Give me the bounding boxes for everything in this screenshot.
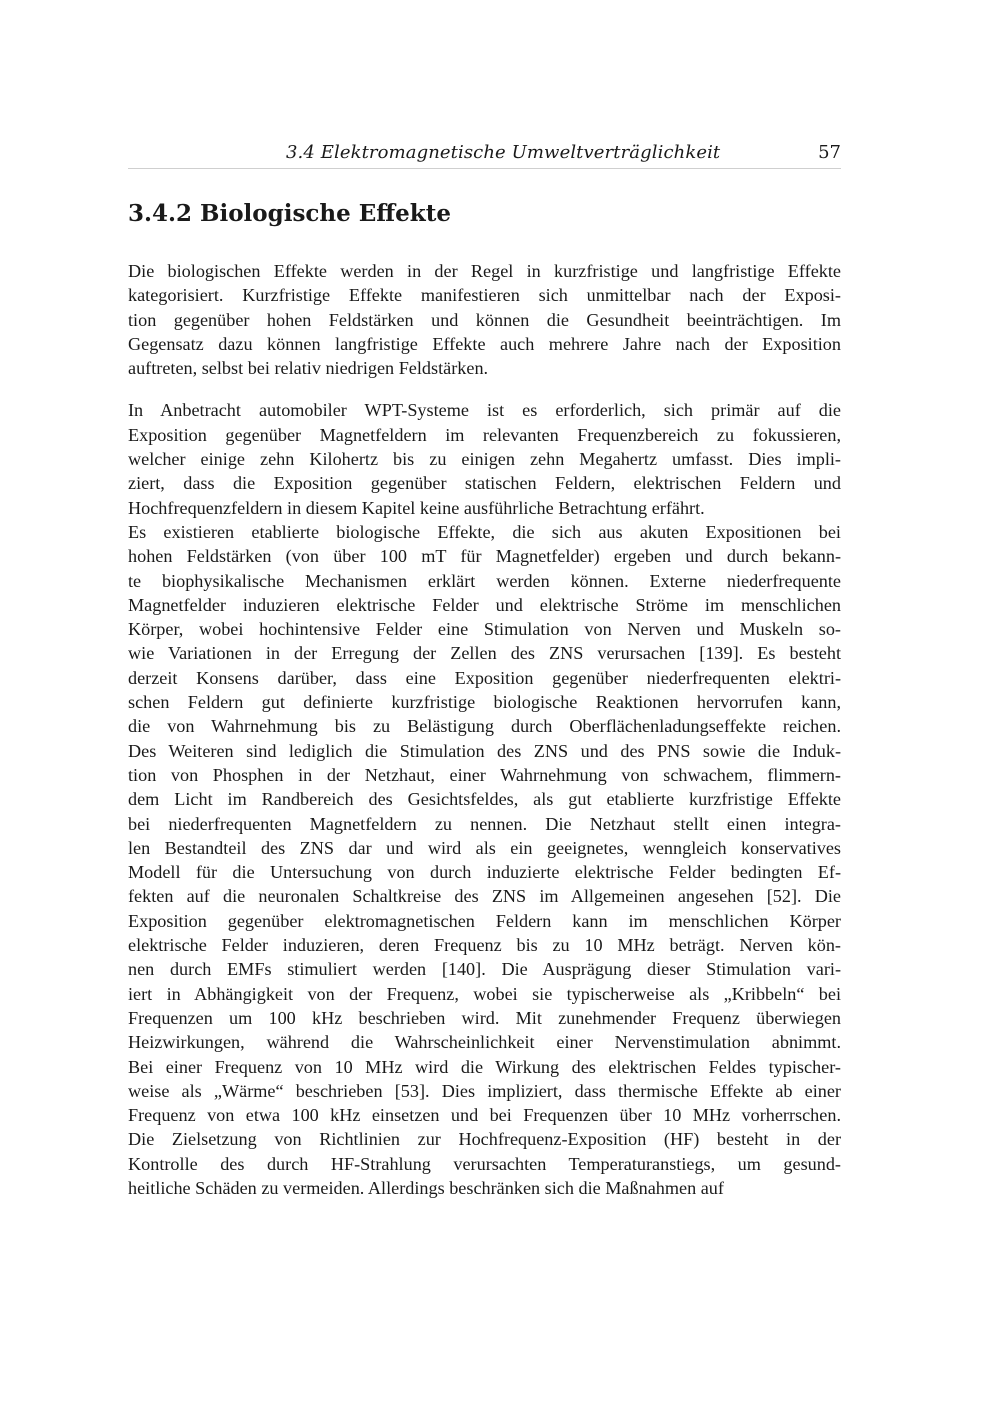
text-line: Die Zielsetzung von Richtlinien zur Hochfrequenz-Exposition (HF) besteht in der: [128, 1129, 841, 1150]
text-line: fekten auf die neuronalen Schaltkreise des ZNS im Allgemeinen angesehen [52]. Die: [128, 886, 841, 907]
text-line: tion gegenüber hohen Feldstärken und können die Gesundheit beeinträchtigen. Im: [128, 309, 841, 330]
section-heading: 3.4.2 Biologische Effekte: [128, 200, 451, 227]
text-line: nen durch EMFs stimuliert werden [140]. Die Ausprägung dieser Stimulation vari-: [128, 959, 841, 980]
running-header: [128, 140, 841, 169]
text-line: ziert, dass die Exposition gegenüber statischen Feldern, elektrischen Feldern und: [128, 473, 841, 494]
text-line: Exposition gegenüber Magnetfeldern im relevanten Frequenzbereich zu fokussieren,: [128, 424, 841, 445]
text-line: welcher einige zehn Kilohertz bis zu einigen zehn Megahertz umfasst. Dies impli-: [128, 449, 841, 470]
text-line: Hochfrequenzfeldern in diesem Kapitel keine ausführliche Betrachtung erfährt.: [128, 497, 705, 518]
text-line: Kontrolle des durch HF-Strahlung verursachten Temperaturanstiegs, um gesund-: [128, 1153, 841, 1174]
text-line: weise als „Wärme“ beschrieben [53]. Dies impliziert, dass thermische Effekte ab einer: [128, 1080, 841, 1101]
text-line: Körper, wobei hochintensive Felder eine Stimulation von Nerven und Muskeln so-: [128, 619, 841, 640]
paragraph: [128, 259, 841, 380]
header-page-number: 57: [818, 142, 841, 163]
text-line: len Bestandteil des ZNS dar und wird als ein geeignetes, wenngleich konservatives: [128, 837, 841, 858]
text-line: bei niederfrequenten Magnetfeldern zu nennen. Die Netzhaut stellt einen integra-: [128, 813, 841, 834]
text-line: Modell für die Untersuchung von durch induzierte elektrische Felder bedingten Ef-: [128, 862, 841, 883]
paragraph: [128, 520, 841, 1200]
text-line: hohen Feldstärken (von über 100 mT für Magnetfelder) ergeben und durch bekann-: [128, 546, 841, 567]
text-line: auftreten, selbst bei relativ niedrigen Feldstärken.: [128, 358, 489, 379]
paragraph-gap: [128, 380, 841, 398]
text-line: Magnetfelder induzieren elektrische Felder und elektrische Ströme im menschlichen: [128, 594, 841, 615]
text-line: Frequenzen um 100 kHz beschrieben wird. Mit zunehmender Frequenz überwiegen: [128, 1007, 841, 1028]
text-line: In Anbetracht automobiler WPT-Systeme ist es erforderlich, sich primär auf die: [128, 400, 841, 421]
text-line: Es existieren etablierte biologische Effekte, die sich aus akuten Expositionen bei: [128, 521, 841, 542]
text-line: iert in Abhängigkeit von der Frequenz, wobei sie typischerweise als „Kribbeln“ bei: [128, 983, 841, 1004]
text-line: derzeit Konsens darüber, dass eine Exposition gegenüber niederfrequenten elektri-: [128, 667, 841, 688]
text-line: Bei einer Frequenz von 10 MHz wird die Wirkung des elektrischen Feldes typischer-: [128, 1056, 841, 1077]
body-text: [128, 259, 841, 1200]
text-line: kategorisiert. Kurzfristige Effekte manifestieren sich unmittelbar nach der Exposi-: [128, 285, 841, 306]
text-line: heitliche Schäden zu vermeiden. Allerdings beschränken sich die Maßnahmen auf: [128, 1177, 724, 1198]
text-line: Die biologischen Effekte werden in der Regel in kurzfristige und langfristige Effekte: [128, 261, 841, 281]
paragraph: [128, 398, 841, 519]
text-line: Exposition gegenüber elektromagnetischen Feldern kann im menschlichen Körper: [128, 910, 841, 931]
text-line: Des Weiteren sind lediglich die Stimulation des ZNS und des PNS sowie die Induk-: [128, 740, 841, 761]
text-line: die von Wahrnehmung bis zu Belästigung durch Oberflächenladungseffekte reichen.: [128, 716, 841, 737]
text-line: tion von Phosphen in der Netzhaut, einer Wahrnehmung von schwachem, flimmern-: [128, 764, 841, 785]
text-line: Gegensatz dazu können langfristige Effekte auch mehrere Jahre nach der Exposition: [128, 333, 841, 354]
text-line: elektrische Felder induzieren, deren Frequenz bis zu 10 MHz beträgt. Nerven kön-: [128, 935, 841, 956]
text-line: wie Variationen in der Erregung der Zellen des ZNS verursachen [139]. Es besteht: [128, 643, 841, 664]
text-line: Heizwirkungen, während die Wahrscheinlichkeit einer Nervenstimulation abnimmt.: [128, 1032, 841, 1053]
text-line: te biophysikalische Mechanismen erklärt werden können. Externe niederfrequente: [128, 570, 841, 591]
text-line: dem Licht im Randbereich des Gesichtsfeldes, als gut etablierte kurzfristige Effekte: [128, 789, 841, 810]
text-line: schen Feldern gut definierte kurzfristige biologische Reaktionen hervorrufen kann,: [128, 692, 841, 713]
text-line: Frequenz von etwa 100 kHz einsetzen und bei Frequenzen über 10 MHz vorherrschen.: [128, 1105, 841, 1126]
header-chapter-title: 3.4 Elektromagnetische Umweltverträglichkeit: [286, 142, 721, 163]
